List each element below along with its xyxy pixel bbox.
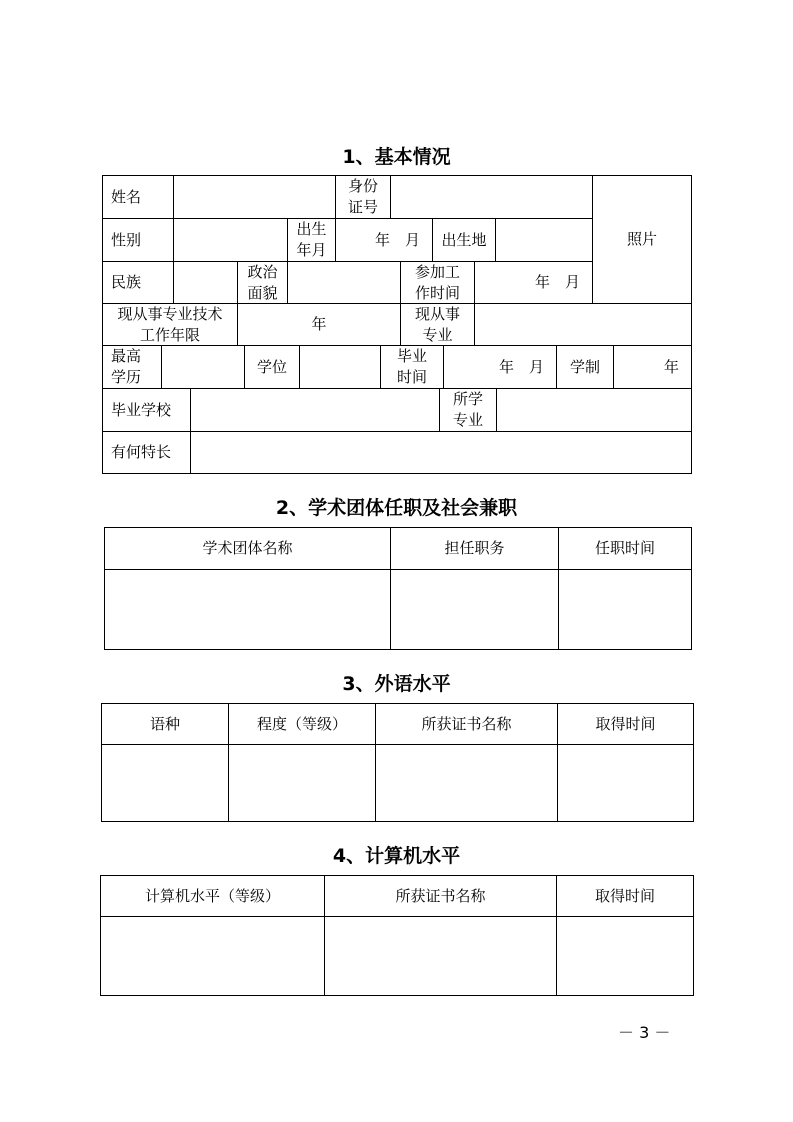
academic-header-0: 学术团体名称 [104, 527, 391, 570]
label-birth-date: 出生 年月 [287, 218, 336, 262]
input-name[interactable] [173, 175, 336, 219]
section-title-computer: 4、计算机水平 [332, 845, 461, 867]
label-grad-time: 毕业 时间 [380, 345, 444, 389]
input-specialty[interactable] [190, 431, 692, 474]
input-political-status[interactable] [287, 261, 401, 304]
language-header-1: 程度（等级） [228, 703, 376, 745]
language-input-1[interactable] [228, 744, 376, 822]
language-input-0[interactable] [101, 744, 229, 822]
input-birthplace[interactable] [495, 218, 593, 262]
photo-box: 照片 [592, 175, 692, 304]
page-number: － 3 － [618, 1023, 671, 1042]
section-title-basic: 1、基本情况 [342, 146, 451, 168]
label-tech-years: 现从事专业技术 工作年限 [102, 303, 238, 346]
label-birthplace: 出生地 [432, 218, 496, 262]
computer-header-0: 计算机水平（等级） [100, 875, 325, 917]
computer-input-2[interactable] [556, 916, 694, 996]
academic-input-0[interactable] [104, 569, 391, 650]
section-title-language: 3、外语水平 [342, 673, 451, 695]
label-current-major: 现从事 专业 [400, 303, 475, 346]
computer-input-1[interactable] [324, 916, 557, 996]
label-studied-major: 所学 专业 [439, 388, 497, 432]
input-grad-time[interactable]: 年 月 [443, 345, 557, 389]
computer-header-2: 取得时间 [556, 875, 694, 917]
computer-input-0[interactable] [100, 916, 325, 996]
label-name: 姓名 [102, 175, 174, 219]
language-input-2[interactable] [375, 744, 558, 822]
label-ethnicity: 民族 [102, 261, 174, 304]
academic-input-2[interactable] [558, 569, 692, 650]
input-id-number[interactable] [390, 175, 593, 219]
language-header-3: 取得时间 [557, 703, 694, 745]
academic-header-1: 担任职务 [390, 527, 559, 570]
academic-header-2: 任职时间 [558, 527, 692, 570]
label-highest-edu: 最高 学历 [102, 345, 162, 389]
input-ethnicity[interactable] [173, 261, 238, 304]
input-degree[interactable] [299, 345, 381, 389]
label-program-length: 学制 [556, 345, 614, 389]
language-header-0: 语种 [101, 703, 229, 745]
computer-header-1: 所获证书名称 [324, 875, 557, 917]
input-tech-years[interactable]: 年 [237, 303, 401, 346]
language-header-2: 所获证书名称 [375, 703, 558, 745]
input-program-length[interactable]: 年 [613, 345, 692, 389]
input-work-start[interactable]: 年 月 [474, 261, 593, 304]
input-birth-date[interactable]: 年 月 [335, 218, 433, 262]
input-gender[interactable] [173, 218, 288, 262]
section-title-academic: 2、学术团体任职及社会兼职 [275, 497, 518, 519]
label-id-number: 身份 证号 [335, 175, 391, 219]
academic-input-1[interactable] [390, 569, 559, 650]
label-specialty: 有何特长 [102, 431, 191, 474]
label-grad-school: 毕业学校 [102, 388, 191, 432]
label-degree: 学位 [244, 345, 300, 389]
input-current-major[interactable] [474, 303, 692, 346]
input-studied-major[interactable] [496, 388, 692, 432]
label-political-status: 政治 面貌 [237, 261, 288, 304]
language-input-3[interactable] [557, 744, 694, 822]
input-grad-school[interactable] [190, 388, 440, 432]
input-highest-edu[interactable] [161, 345, 245, 389]
label-work-start: 参加工 作时间 [400, 261, 475, 304]
label-gender: 性别 [102, 218, 174, 262]
